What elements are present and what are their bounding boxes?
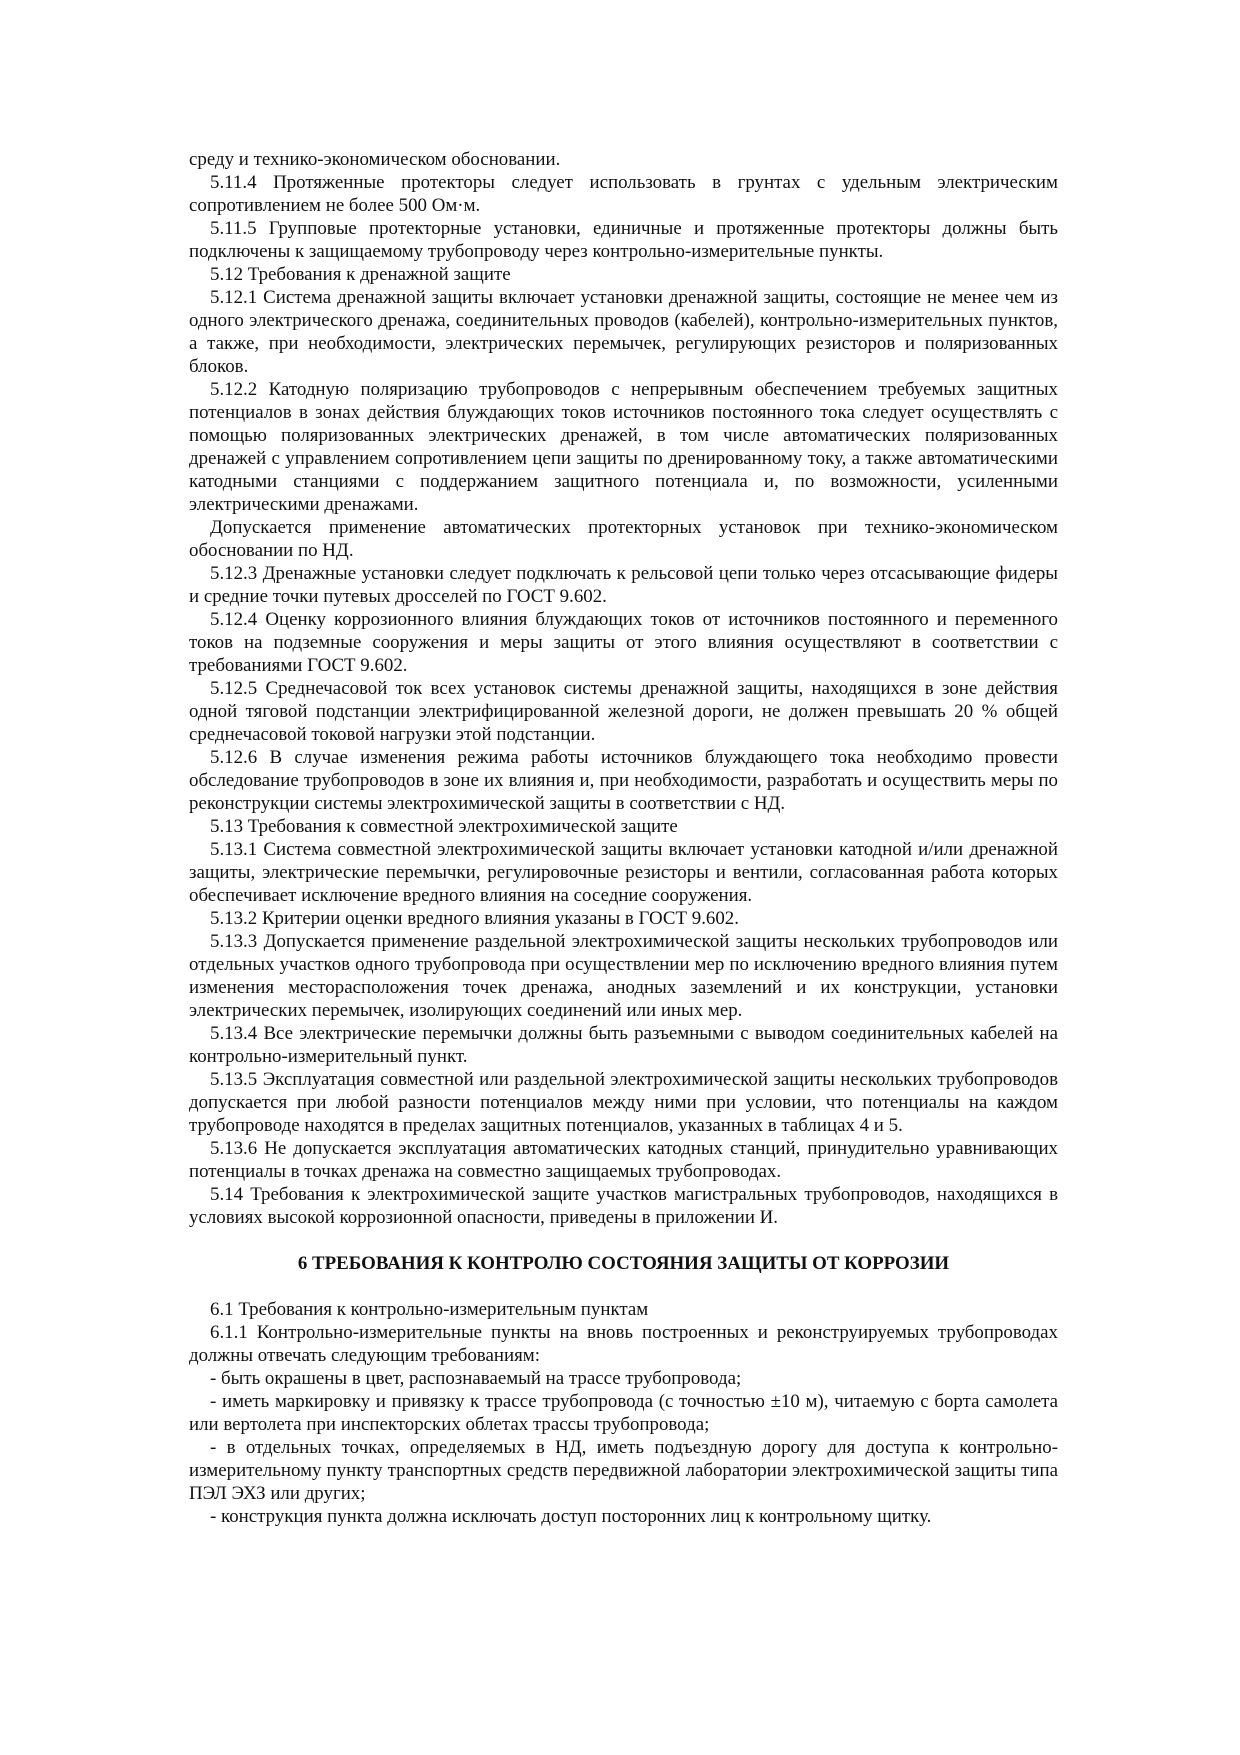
paragraph: 5.12.3 Дренажные установки следует подключать к рельсовой цепи только через отсасывающие фидеры и средние точки путевых дросселей по ГОСТ 9.602.	[189, 563, 1058, 607]
subsection-title: 5.12 Требования к дренажной защите	[210, 264, 511, 285]
paragraph: 5.12.4 Оценку коррозионного влияния блуждающих токов от источников постоянного и переменного токов на подземные сооружения и меры защиты от этого влияния осуществляют в соответствии с требованиями ГОСТ 9.602.	[189, 609, 1058, 676]
paragraph: 5.13.1 Система совместной электрохимической защиты включает установки катодной и/или дренажной защиты, электрические перемычки, регулировочные резисторы и вентили, согласованная работа которых обеспечивает исключение вредного влияния на соседние сооружения.	[189, 839, 1058, 906]
paragraph: 5.13.5 Эксплуатация совместной или раздельной электрохимической защиты нескольких трубопроводов допускается при любой разности потенциалов между ними при условии, что потенциалы на каждом трубопроводе находятся в пределах защитных потенциалов, указанных в таблицах 4 и 5.	[189, 1069, 1058, 1136]
subsection-title: 5.13 Требования к совместной электрохимической защите	[210, 816, 678, 837]
paragraph: 5.11.5 Групповые протекторные установки, единичные и протяженные протекторы должны быть подключены к защищаемому трубопроводу через контрольно-измерительные пункты.	[189, 218, 1058, 262]
list-item: - в отдельных точках, определяемых в НД, иметь подъездную дорогу для доступа к контрольно-измерительному пункту транспортных средств передвижной лаборатории электрохимической защиты типа ПЭЛ ЭХЗ или других;	[189, 1437, 1058, 1504]
paragraph: 5.13.4 Все электрические перемычки должны быть разъемными с выводом соединительных кабелей на контрольно-измерительный пункт.	[189, 1023, 1058, 1067]
paragraph: Допускается применение автоматических протекторных установок при технико-экономическом обосновании по НД.	[189, 517, 1058, 561]
paragraph: 5.12.6 В случае изменения режима работы источников блуждающего тока необходимо провести обследование трубопроводов в зоне их влияния и, при необходимости, разработать и осуществить меры по реконструкции системы электрохимической защиты в соответствии с НД.	[189, 747, 1058, 814]
paragraph: 6.1.1 Контрольно-измерительные пункты на вновь построенных и реконструируемых трубопроводах должны отвечать следующим требованиям:	[189, 1322, 1058, 1366]
paragraph: 5.14 Требования к электрохимической защите участков магистральных трубопроводов, находящихся в условиях высокой коррозионной опасности, приведены в приложении И.	[189, 1184, 1058, 1228]
list-item: - конструкция пункта должна исключать доступ посторонних лиц к контрольному щитку.	[210, 1506, 932, 1527]
paragraph: 5.11.4 Протяженные протекторы следует использовать в грунтах с удельным электрическим сопротивлением не более 500 Ом·м.	[189, 172, 1058, 216]
paragraph: 5.12.5 Среднечасовой ток всех установок системы дренажной защиты, находящихся в зоне действия одной тяговой подстанции электрифицированной железной дороги, не должен превышать 20 % общей среднечасовой токовой нагрузки этой подстанции.	[189, 678, 1058, 745]
document-page	[189, 148, 1058, 1528]
list-item: - иметь маркировку и привязку к трассе трубопровода (с точностью ±10 м), читаемую с борта самолета или вертолета при инспекторских облетах трассы трубопровода;	[189, 1391, 1058, 1435]
subsection-title: 6.1 Требования к контрольно-измерительным пунктам	[210, 1299, 649, 1320]
paragraph: 5.13.3 Допускается применение раздельной электрохимической защиты нескольких трубопроводов или отдельных участков одного трубопровода при осуществлении мер по исключению вредного влияния путем изменения месторасположения точек дренажа, анодных заземлений и их конструкции, установки электрических перемычек, изолирующих соединений или иных мер.	[189, 931, 1058, 1021]
section-heading: 6 ТРЕБОВАНИЯ К КОНТРОЛЮ СОСТОЯНИЯ ЗАЩИТЫ ОТ КОРРОЗИИ	[297, 1253, 950, 1274]
list-item: - быть окрашены в цвет, распознаваемый на трассе трубопровода;	[210, 1368, 742, 1389]
paragraph: 5.12.1 Система дренажной защиты включает установки дренажной защиты, состоящие не менее чем из одного электрического дренажа, соединительных проводов (кабелей), контрольно-измерительных пунктов, а также, при необходимости, электрических перемычек, регулирующих резисторов и поляризованных блоков.	[189, 287, 1058, 377]
paragraph: 5.12.2 Катодную поляризацию трубопроводов с непрерывным обеспечением требуемых защитных потенциалов в зонах действия блуждающих токов источников постоянного тока следует осуществлять с помощью поляризованных электрических дренажей, в том числе автоматических поляризованных дренажей с управлением сопротивлением цепи защиты по дренированному току, а также автоматическими катодными станциями с поддержанием защитного потенциала и, по возможности, усиленными электрическими дренажами.	[189, 379, 1058, 515]
paragraph: среду и технико-экономическом обосновании.	[189, 149, 561, 170]
paragraph: 5.13.6 Не допускается эксплуатация автоматических катодных станций, принудительно уравнивающих потенциалы в точках дренажа на совместно защищаемых трубопроводах.	[189, 1138, 1058, 1182]
paragraph: 5.13.2 Критерии оценки вредного влияния указаны в ГОСТ 9.602.	[210, 908, 739, 929]
